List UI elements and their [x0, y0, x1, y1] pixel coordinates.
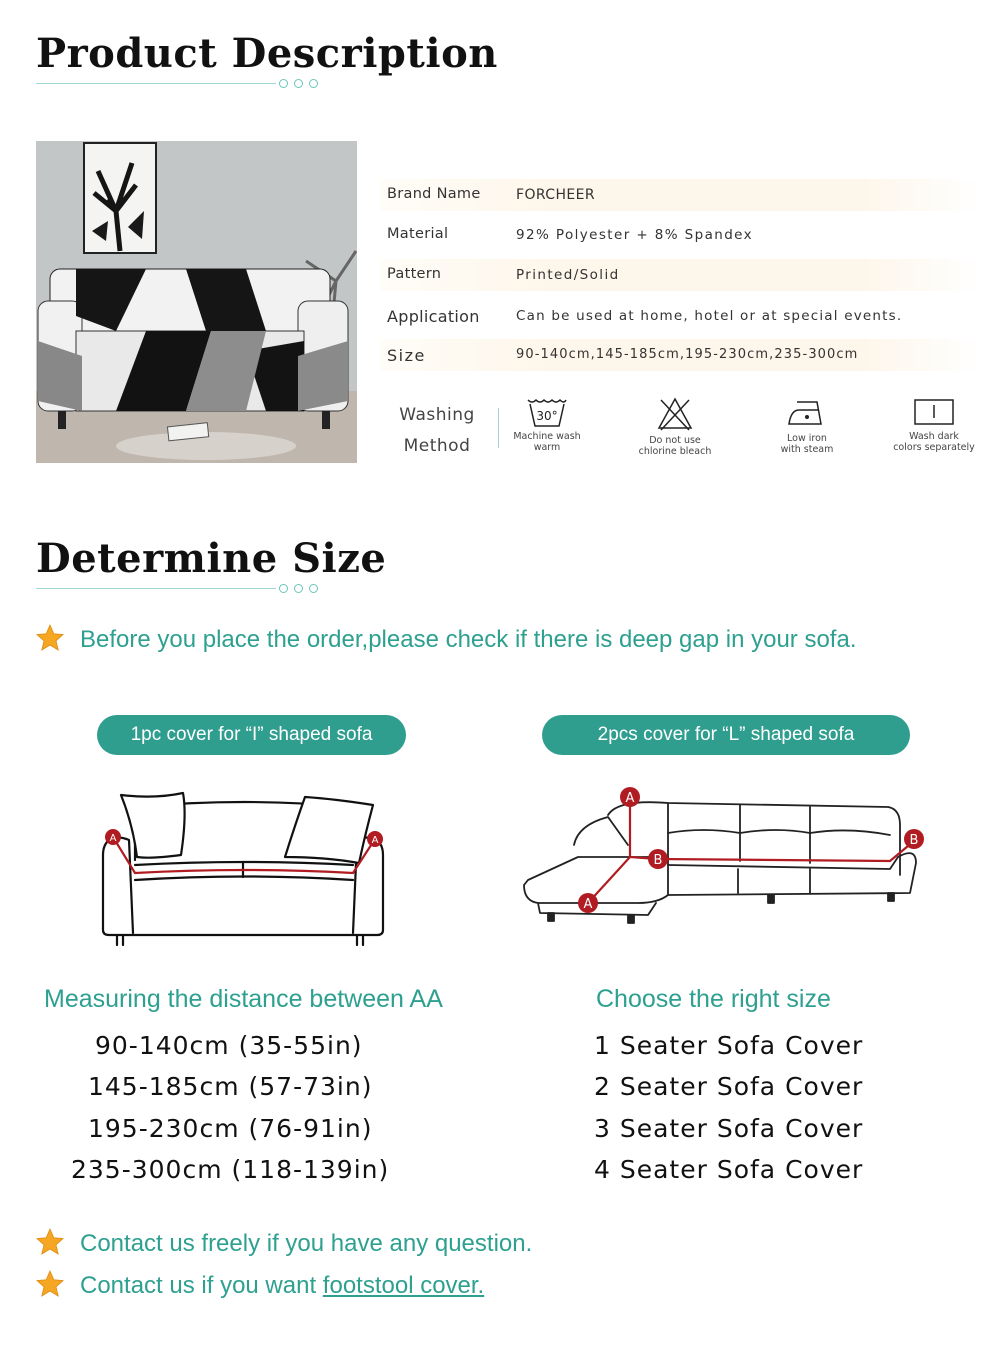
measuring-heading: Measuring the distance between AA	[44, 985, 443, 1013]
determine-size-title: Determine Size	[36, 535, 387, 582]
cover-size: 3 Seater Sofa Cover	[594, 1114, 864, 1143]
cover-size: 1 Seater Sofa Cover	[594, 1031, 864, 1060]
spec-label: Pattern	[387, 266, 442, 282]
washing-label-line: Method	[403, 436, 471, 456]
wash-item-low-iron	[757, 396, 857, 455]
spec-value: Printed/Solid	[516, 267, 620, 283]
footstool-cover-link[interactable]: footstool cover.	[322, 1272, 485, 1299]
title-divider	[36, 78, 318, 90]
wash-temp: 30°	[536, 409, 558, 423]
size-range: 145-185cm (57-73in)	[88, 1072, 373, 1101]
footstool-text: Contact us if you want	[80, 1272, 323, 1299]
star-icon	[36, 624, 64, 652]
product-description-title: Product Description	[36, 30, 498, 77]
wash-text-line: colors separately	[893, 442, 975, 453]
spec-label: Brand Name	[387, 186, 481, 202]
product-photo	[36, 141, 357, 463]
note-text: Before you place the order,please check if there is deep gap in your sofa.	[80, 626, 857, 653]
wash-text-line: Wash dark	[909, 431, 959, 442]
wash-text-line: Low iron	[787, 433, 827, 444]
spec-value: 92% Polyester + 8% Spandex	[516, 227, 754, 243]
wash-item-machine	[497, 396, 597, 453]
cover-size: 4 Seater Sofa Cover	[594, 1155, 864, 1184]
marker-a: A	[109, 833, 117, 844]
footstool-note	[36, 1270, 484, 1300]
low-iron-icon	[785, 396, 829, 430]
spec-row-application	[380, 300, 980, 332]
wash-item-no-bleach	[625, 396, 725, 457]
i-shaped-pill: 1pc cover for “I” shaped sofa	[97, 715, 406, 755]
choose-size-heading: Choose the right size	[596, 985, 831, 1013]
wash-text-line: Machine wash	[513, 431, 581, 442]
wash-text-line: with steam	[780, 444, 834, 455]
spec-value: 90-140cm,145-185cm,195-230cm,235-300cm	[516, 347, 859, 362]
marker-b: B	[909, 833, 919, 848]
wash-text-line: warm	[533, 442, 561, 453]
wash-text-line: Do not use	[649, 435, 701, 446]
i-shaped-sofa-diagram	[95, 785, 395, 955]
star-icon	[36, 1228, 64, 1256]
wash-dark-separately-icon	[912, 396, 956, 428]
marker-a: A	[583, 897, 593, 912]
star-icon	[36, 1270, 64, 1298]
marker-a: A	[371, 835, 379, 846]
wash-text-line: chlorine bleach	[638, 446, 712, 457]
size-range: 90-140cm (35-55in)	[95, 1031, 363, 1060]
size-range: 195-230cm (76-91in)	[88, 1114, 373, 1143]
size-range: 235-300cm (118-139in)	[71, 1155, 390, 1184]
cover-size: 2 Seater Sofa Cover	[594, 1072, 864, 1101]
spec-row-pattern	[380, 259, 980, 291]
no-bleach-icon	[655, 396, 695, 432]
spec-row-brand	[380, 179, 980, 211]
marker-a: A	[625, 791, 635, 806]
l-shaped-pill: 2pcs cover for “L” shaped sofa	[542, 715, 910, 755]
spec-value: FORCHEER	[516, 187, 596, 203]
l-shaped-sofa-diagram	[518, 785, 930, 940]
contact-note	[36, 1228, 532, 1258]
title-divider	[36, 583, 318, 595]
wash-item-wash-dark	[884, 396, 984, 453]
spec-row-size	[380, 339, 980, 371]
washing-method-label	[392, 400, 482, 462]
machine-wash-30-icon	[525, 396, 569, 428]
spec-label: Application	[387, 307, 480, 326]
spec-row-material	[380, 219, 980, 251]
gap-check-note	[36, 624, 856, 654]
spec-label: Material	[387, 226, 449, 242]
washing-label-line: Washing	[399, 405, 475, 425]
spec-label: Size	[387, 346, 426, 365]
contact-text: Contact us freely if you have any question.	[80, 1230, 533, 1257]
marker-b: B	[653, 853, 663, 868]
spec-value: Can be used at home, hotel or at special events.	[516, 308, 903, 324]
